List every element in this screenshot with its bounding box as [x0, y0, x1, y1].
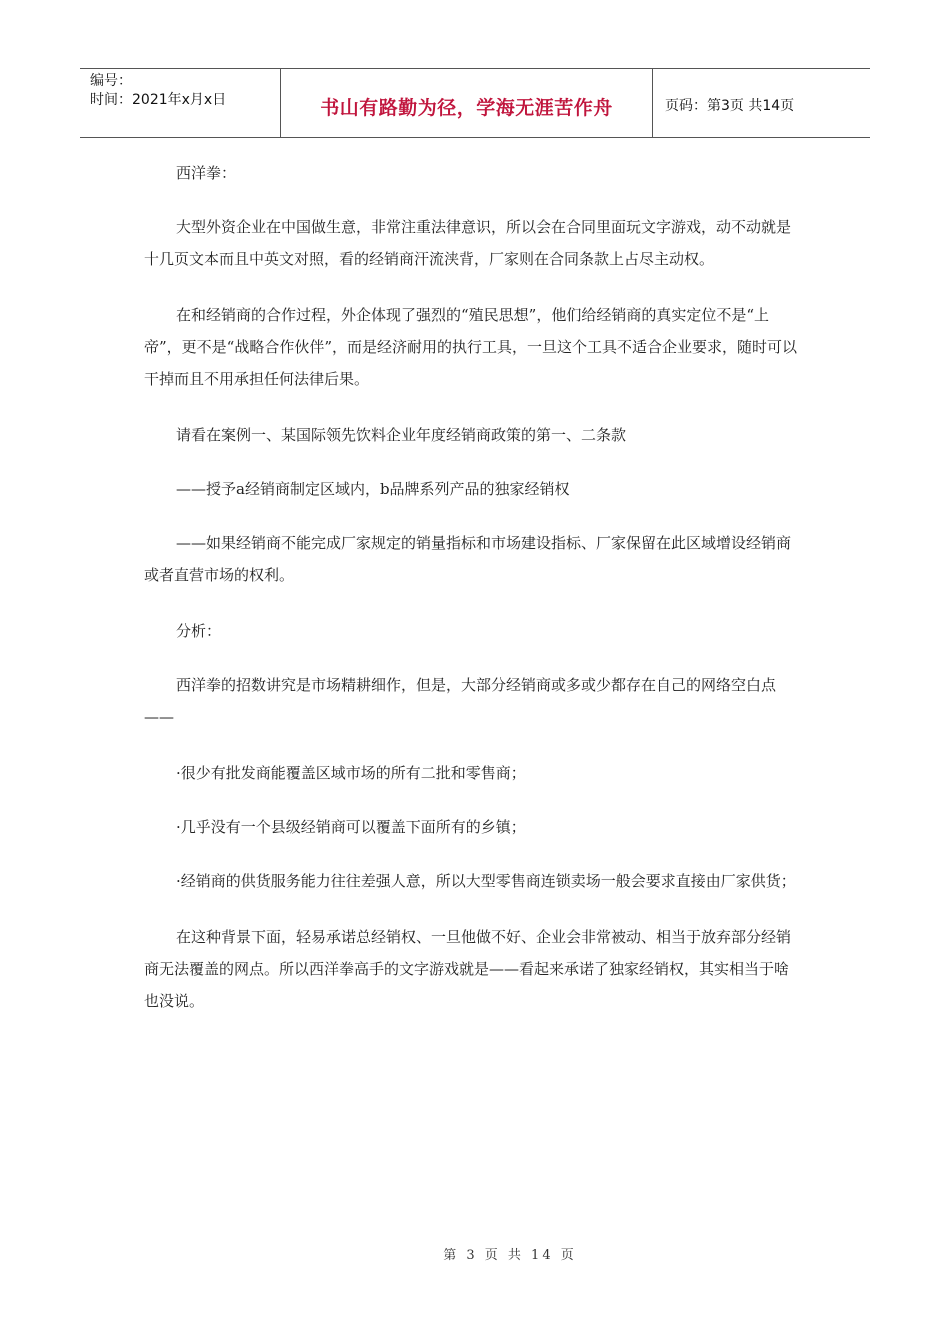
header-left-cell: [80, 69, 281, 137]
bullet-item: ·很少有批发商能覆盖区域市场的所有二批和零售商；: [176, 764, 526, 782]
paragraph: 请看在案例一、某国际领先饮料企业年度经销商政策的第一、二条款: [176, 426, 627, 444]
header-motto: 书山有路勤为径，学海无涯苦作舟: [281, 69, 653, 137]
paragraph: 西洋拳的招数讲究是市场精耕细作，但是，大部分经销商或多或少都存在自己的网络空白点——: [144, 676, 777, 726]
paragraph-clause: ——授予a经销商制定区域内，b品牌系列产品的独家经销权: [176, 480, 570, 498]
document-time-label: 时间：2021年x月x日: [90, 92, 227, 108]
document-number-label: 编号：: [90, 73, 132, 89]
bullet-item: ·几乎没有一个县级经销商可以覆盖下面所有的乡镇；: [176, 818, 526, 836]
header-page-info: 页码：第3页 共14页: [665, 98, 795, 114]
paragraph-clause: ——如果经销商不能完成厂家规定的销量指标和市场建设指标、厂家保留在此区域增设经销商或者直营市场的权利。: [144, 534, 792, 584]
bullet-item: ·经销商的供货服务能力往往差强人意，所以大型零售商连锁卖场一般会要求直接由厂家供货；: [176, 872, 796, 890]
document-body: [144, 157, 800, 1041]
page-header: [80, 68, 870, 138]
paragraph-analysis-title: 分析：: [176, 622, 222, 640]
paragraph: 大型外资企业在中国做生意，非常注重法律意识，所以会在合同里面玩文字游戏，动不动就是十几页文本而且中英文对照，看的经销商汗流浃背，厂家则在合同条款上占尽主动权。: [144, 218, 792, 268]
paragraph: 在和经销商的合作过程，外企体现了强烈的“殖民思想”，他们给经销商的真实定位不是“上帝”，更不是“战略合作伙伴”，而是经济耐用的执行工具，一旦这个工具不适合企业要求，随时可以干掉而且不用承担任何法律后果。: [144, 306, 798, 388]
page-footer: 第 3 页 共 14 页: [443, 1248, 577, 1263]
paragraph: 在这种背景下面，轻易承诺总经销权、一旦他做不好、企业会非常被动、相当于放弃部分经销商无法覆盖的网点。所以西洋拳高手的文字游戏就是——看起来承诺了独家经销权，其实相当于啥也没说。: [144, 928, 792, 1010]
paragraph-section-title: 西洋拳：: [176, 164, 237, 182]
